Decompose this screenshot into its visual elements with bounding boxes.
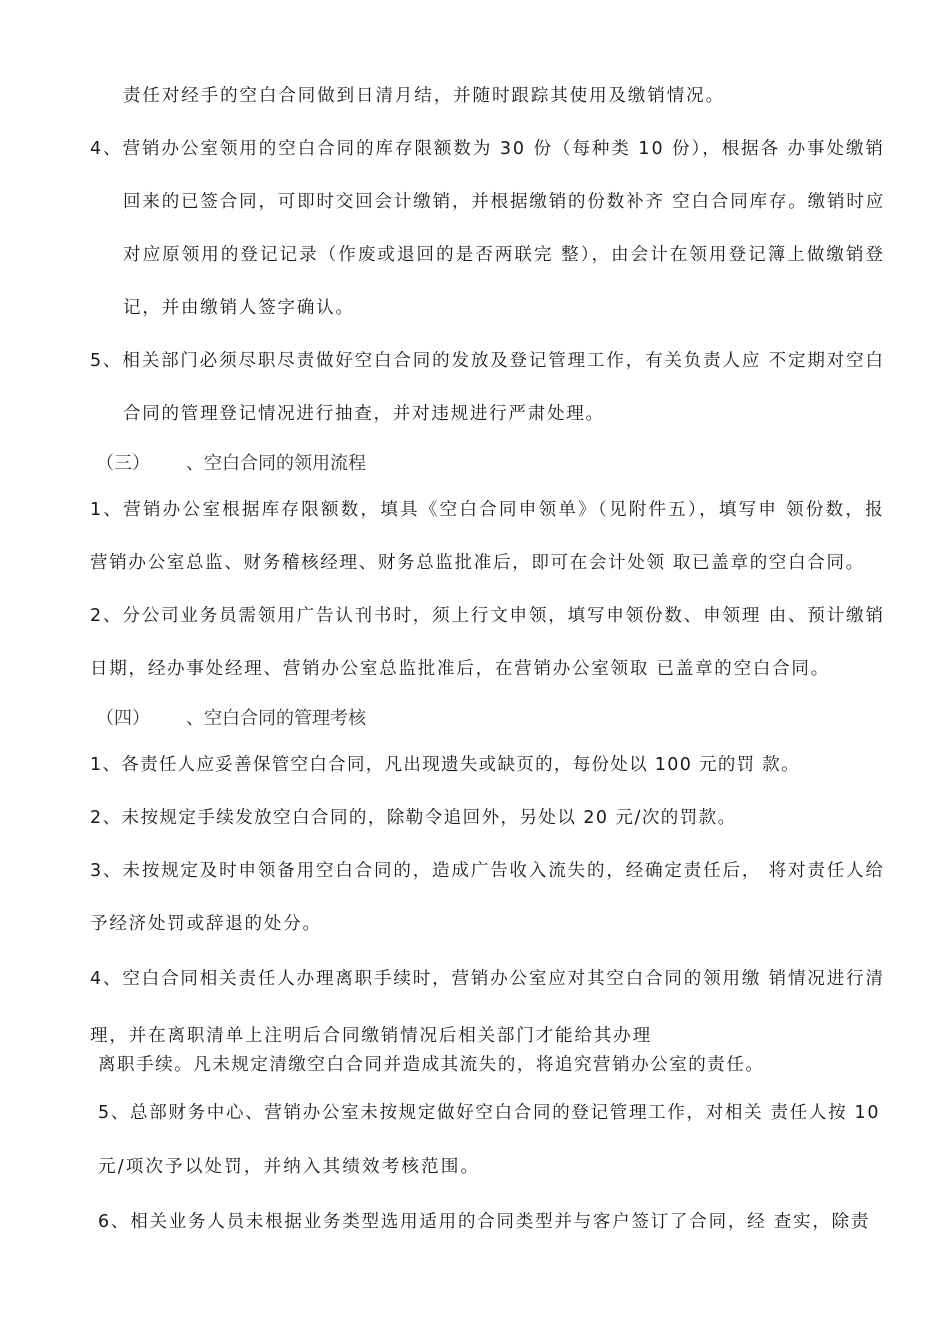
- section-number: （四）: [96, 708, 150, 729]
- list-item-line: 1、营销办公室根据库存限额数，填具《空白合同申领单》（见附件五），填写申 领份数，报: [90, 500, 885, 520]
- paragraph-line: 对应原领用的登记记录（作废或退回的是否两联完 整），由会计在领用登记簿上做缴销登: [123, 245, 886, 265]
- section-number: （三）: [96, 453, 150, 474]
- list-item-line: 2、分公司业务员需领用广告认刊书时，须上行文申领，填写申领份数、申领理 由、预计缴销: [90, 606, 885, 626]
- list-item-line: 2、未按规定手续发放空白合同的，除勒令追回外，另处以 20 元/次的罚款。: [90, 808, 737, 828]
- list-item-line: 4、空白合同相关责任人办理离职手续时，营销办公室应对其空白合同的领用缴 销情况进行清: [90, 969, 885, 989]
- paragraph-line: 元/项次予以处罚，并纳入其绩效考核范围。: [98, 1157, 481, 1177]
- section-title: 、空白合同的领用流程: [186, 453, 366, 474]
- paragraph-line: 回来的已签合同，可即时交回会计缴销，并根据缴销的份数补齐 空白合同库存。缴销时应: [123, 192, 886, 212]
- paragraph-line: 合同的管理登记情况进行抽查，并对违规进行严肃处理。: [123, 404, 605, 424]
- list-item-line: 4、营销办公室领用的空白合同的库存限额数为 30 份（每种类 10 份），根据各 办事处缴销: [90, 139, 885, 159]
- list-item-line: 5、总部财务中心、营销办公室未按规定做好空白合同的登记管理工作，对相关 责任人按 10: [98, 1103, 881, 1123]
- list-item-line: 6、相关业务人员未根据业务类型选用适用的合同类型并与客户签订了合同，经 查实，除责: [98, 1212, 871, 1232]
- paragraph-line: 营销办公室总监、财务稽核经理、财务总监批准后，即可在会计处领 取已盖章的空白合同。: [90, 553, 865, 573]
- section-heading: [96, 452, 366, 476]
- paragraph-line: 日期，经办事处经理、营销办公室总监批准后，在营销办公室领取 已盖章的空白合同。: [90, 659, 830, 679]
- paragraph-line: 离职手续。凡未规定清缴空白合同并造成其流失的，将追究营销办公室的责任。: [98, 1055, 765, 1075]
- list-item-line: 3、未按规定及时申领备用空白合同的，造成广告收入流失的，经确定责任后， 将对责任人给: [90, 861, 885, 881]
- list-item-line: 5、相关部门必须尽职尽责做好空白合同的发放及登记管理工作，有关负责人应 不定期对空白: [90, 351, 885, 371]
- section-heading: [96, 707, 366, 731]
- section-title: 、空白合同的管理考核: [186, 708, 366, 729]
- paragraph-line: 理，并在离职清单上注明后合同缴销情况后相关部门才能给其办理: [90, 1026, 653, 1046]
- paragraph-line: 记，并由缴销人签字确认。: [123, 298, 355, 318]
- paragraph-line: 责任对经手的空白合同做到日清月结，并随时跟踪其使用及缴销情况。: [123, 86, 726, 106]
- paragraph-line: 予经济处罚或辞退的处分。: [90, 914, 322, 934]
- list-item-line: 1、各责任人应妥善保管空白合同，凡出现遗失或缺页的，每份处以 100 元的罚 款。: [90, 755, 800, 775]
